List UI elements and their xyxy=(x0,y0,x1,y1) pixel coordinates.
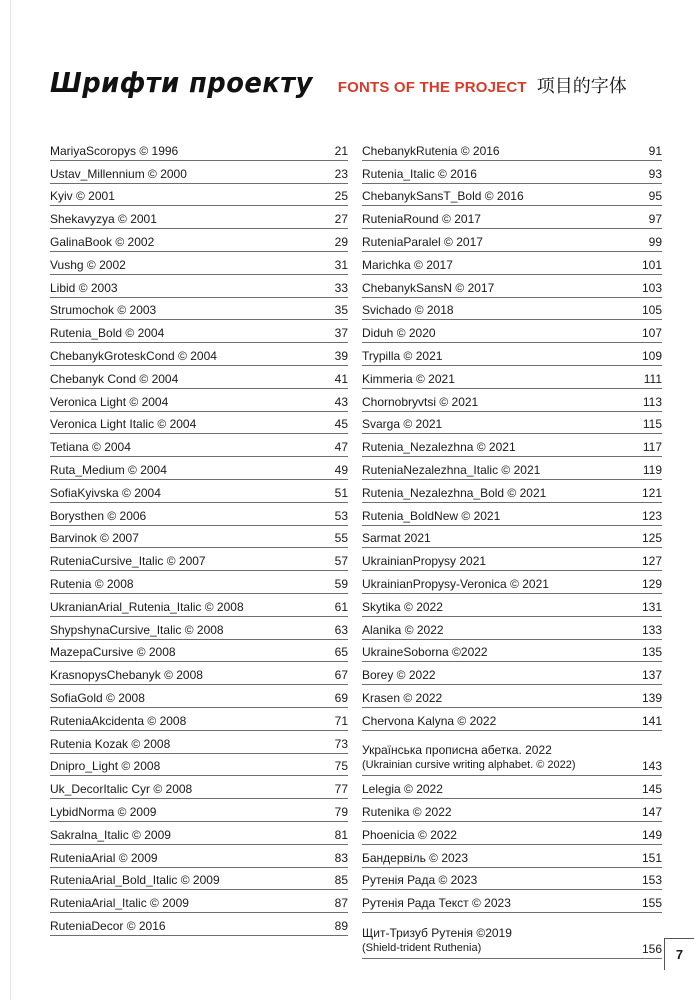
toc-entry xyxy=(50,617,348,640)
entry-page-number: 153 xyxy=(641,873,662,888)
toc-entry xyxy=(362,161,662,184)
font-name xyxy=(362,743,642,773)
entry-page-number: 21 xyxy=(334,143,348,158)
entry-page-number: 51 xyxy=(334,485,348,500)
font-name: RuteniaCursive_Italic © 2007 xyxy=(50,554,206,569)
entry-page-number: 101 xyxy=(641,257,662,272)
toc-entry xyxy=(362,913,662,959)
entry-page-number: 25 xyxy=(334,189,348,204)
toc-entry xyxy=(50,868,348,891)
font-name: Uk_DecorItalic Cyr © 2008 xyxy=(50,782,193,797)
font-name: Veronica Light Italic © 2004 xyxy=(50,417,197,432)
toc-entry xyxy=(50,731,348,754)
toc-entry xyxy=(362,229,662,252)
font-name: Sakralna_Italic © 2009 xyxy=(50,827,171,842)
toc-entry xyxy=(50,913,348,936)
entry-page-number: 39 xyxy=(334,348,348,363)
toc-entry xyxy=(362,845,662,868)
toc-entry xyxy=(362,389,662,412)
entry-page-number: 79 xyxy=(334,804,348,819)
toc-entry xyxy=(362,457,662,480)
toc-entry xyxy=(50,548,348,571)
entry-page-number: 65 xyxy=(334,645,348,660)
font-name: Dnipro_Light © 2008 xyxy=(50,759,161,774)
entry-page-number: 23 xyxy=(334,166,348,181)
toc-entry xyxy=(362,252,662,275)
toc-right-column xyxy=(362,138,662,959)
font-name: Бандервіль © 2023 xyxy=(362,850,469,865)
toc-entry xyxy=(50,252,348,275)
entry-page-number: 53 xyxy=(334,508,348,523)
font-name: Chornobryvtsi © 2021 xyxy=(362,394,479,409)
toc-entry xyxy=(362,685,662,708)
toc-entry xyxy=(50,206,348,229)
entry-page-number: 47 xyxy=(334,440,348,455)
toc-entry xyxy=(50,503,348,526)
toc-entry xyxy=(362,320,662,343)
entry-page-number: 131 xyxy=(641,599,662,614)
toc-entry xyxy=(50,526,348,549)
entry-page-number: 45 xyxy=(334,417,348,432)
toc-entry xyxy=(362,343,662,366)
font-name: MariyaScoropys © 1996 xyxy=(50,143,179,158)
toc-entry xyxy=(362,776,662,799)
entry-page-number: 93 xyxy=(648,166,662,181)
font-name: RuteniaDecor © 2016 xyxy=(50,918,166,933)
toc-entry xyxy=(362,184,662,207)
toc-entry xyxy=(362,708,662,731)
entry-page-number: 121 xyxy=(641,485,662,500)
entry-page-number: 87 xyxy=(334,896,348,911)
font-name: Rutenia_BoldNew © 2021 xyxy=(362,508,501,523)
page-header xyxy=(50,66,627,106)
entry-page-number: 123 xyxy=(641,508,662,523)
entry-page-number: 155 xyxy=(641,896,662,911)
toc-entry xyxy=(50,754,348,777)
font-name: RuteniaArial © 2009 xyxy=(50,850,158,865)
font-name: Rutenia © 2008 xyxy=(50,576,134,591)
font-name: Rutenia_Italic © 2016 xyxy=(362,166,477,181)
font-name: Barvinok © 2007 xyxy=(50,531,139,546)
font-name: Borysthen © 2006 xyxy=(50,508,147,523)
font-name-subtitle: (Ukrainian cursive writing alphabet. © 2022) xyxy=(362,759,576,772)
font-name: Libid © 2003 xyxy=(50,280,118,295)
title-chinese: 项目的字体 xyxy=(536,76,627,97)
entry-page-number: 77 xyxy=(334,782,348,797)
toc-entry xyxy=(50,161,348,184)
font-name: Vushg © 2002 xyxy=(50,257,126,272)
font-name: RuteniaArial_Italic © 2009 xyxy=(50,896,189,911)
toc-entry xyxy=(50,662,348,685)
entry-page-number: 57 xyxy=(334,554,348,569)
font-name: ChebanykSansN © 2017 xyxy=(362,280,495,295)
font-name: Rutenia Kozak © 2008 xyxy=(50,736,171,751)
toc-entry xyxy=(50,640,348,663)
entry-page-number: 141 xyxy=(641,713,662,728)
toc-entry xyxy=(50,594,348,617)
entry-page-number: 41 xyxy=(334,371,348,386)
toc-entry xyxy=(362,503,662,526)
entry-page-number: 107 xyxy=(641,326,662,341)
entry-page-number: 137 xyxy=(641,668,662,683)
toc-entry xyxy=(50,366,348,389)
toc-entry xyxy=(50,822,348,845)
toc-entry xyxy=(362,822,662,845)
toc-entry xyxy=(50,389,348,412)
font-name: ShypshynaCursive_Italic © 2008 xyxy=(50,622,224,637)
entry-page-number: 89 xyxy=(334,918,348,933)
entry-page-number: 113 xyxy=(642,394,662,409)
entry-page-number: 129 xyxy=(641,576,662,591)
toc-entry xyxy=(50,708,348,731)
toc-entry xyxy=(362,275,662,298)
font-name: MazepaCursive © 2008 xyxy=(50,645,176,660)
toc-entry xyxy=(362,480,662,503)
entry-page-number: 111 xyxy=(643,371,662,386)
font-name: RuteniaAkcidenta © 2008 xyxy=(50,713,187,728)
toc-entry xyxy=(50,799,348,822)
font-name: UkrainianPropysy 2021 xyxy=(362,554,487,569)
title-english: FONTS OF THE PROJECT xyxy=(337,79,527,96)
toc-entry xyxy=(362,594,662,617)
entry-page-number: 117 xyxy=(642,440,662,455)
font-name: Krasen © 2022 xyxy=(362,690,443,705)
font-name: Shekavyzya © 2001 xyxy=(50,212,157,227)
entry-page-number: 29 xyxy=(334,234,348,249)
entry-page-number: 139 xyxy=(641,690,662,705)
toc-entry xyxy=(50,275,348,298)
entry-page-number: 127 xyxy=(641,554,662,569)
font-name: Sarmat 2021 xyxy=(362,531,431,546)
font-name: Alanika © 2022 xyxy=(362,622,444,637)
toc-entry xyxy=(50,184,348,207)
font-name-line: Українська прописна абетка. 2022 xyxy=(362,743,552,758)
font-name-subtitle: (Shield-trident Ruthenia) xyxy=(362,941,482,954)
entry-page-number: 95 xyxy=(648,189,662,204)
entry-page-number: 81 xyxy=(334,827,348,842)
font-name: SofiaKyivska © 2004 xyxy=(50,485,161,500)
toc-entry xyxy=(50,890,348,913)
font-name: Rutenia_Bold © 2004 xyxy=(50,326,165,341)
font-name: Рутенія Рада © 2023 xyxy=(362,873,478,888)
entry-page-number: 99 xyxy=(648,234,662,249)
entry-page-number: 145 xyxy=(641,782,662,797)
toc-entry xyxy=(362,526,662,549)
font-name: ChebanykGroteskCond © 2004 xyxy=(50,348,217,363)
font-name: RuteniaParalel © 2017 xyxy=(362,234,483,249)
entry-page-number: 69 xyxy=(334,690,348,705)
entry-page-number: 115 xyxy=(642,417,662,432)
entry-page-number: 83 xyxy=(334,850,348,865)
entry-page-number: 91 xyxy=(648,143,662,158)
entry-page-number: 109 xyxy=(641,348,662,363)
entry-page-number: 67 xyxy=(334,668,348,683)
entry-page-number: 73 xyxy=(334,736,348,751)
font-name: Kyiv © 2001 xyxy=(50,189,115,204)
entry-page-number: 151 xyxy=(641,850,662,865)
toc-entry xyxy=(362,206,662,229)
font-name: Kimmeria © 2021 xyxy=(362,371,455,386)
entry-page-number: 135 xyxy=(641,645,662,660)
toc-entry xyxy=(362,571,662,594)
entry-page-number: 55 xyxy=(334,531,348,546)
toc-entry xyxy=(362,662,662,685)
font-name: Rutenika © 2022 xyxy=(362,804,452,819)
font-name: RuteniaRound © 2017 xyxy=(362,212,481,227)
font-name: Рутенія Рада Текст © 2023 xyxy=(362,896,511,911)
font-name: UkrainianPropysy-Veronica © 2021 xyxy=(362,576,549,591)
page-number: 7 xyxy=(664,938,694,970)
toc-entry xyxy=(362,890,662,913)
font-name: RuteniaArial_Bold_Italic © 2009 xyxy=(50,873,220,888)
font-name: Chervona Kalyna © 2022 xyxy=(362,713,497,728)
toc-left-column xyxy=(50,138,348,936)
toc-entry xyxy=(50,138,348,161)
entry-page-number: 33 xyxy=(334,280,348,295)
entry-page-number: 35 xyxy=(334,303,348,318)
font-name: SofiaGold © 2008 xyxy=(50,690,145,705)
toc-entry xyxy=(50,343,348,366)
toc-entry xyxy=(362,366,662,389)
font-name: KrasnopysChebanyk © 2008 xyxy=(50,668,203,683)
entry-page-number: 103 xyxy=(641,280,662,295)
toc-entry xyxy=(50,685,348,708)
entry-page-number: 27 xyxy=(334,212,348,227)
toc-entry xyxy=(362,868,662,891)
font-name: Borey © 2022 xyxy=(362,668,436,683)
toc-entry xyxy=(50,845,348,868)
entry-page-number: 143 xyxy=(641,759,662,774)
font-name: ChebanykRutenia © 2016 xyxy=(362,143,500,158)
page-edge-divider xyxy=(10,0,11,1000)
toc-entry xyxy=(362,298,662,321)
toc-entry xyxy=(362,434,662,457)
entry-page-number: 97 xyxy=(648,212,662,227)
font-name: RuteniaNezalezhna_Italic © 2021 xyxy=(362,462,541,477)
font-name: Ruta_Medium © 2004 xyxy=(50,462,167,477)
font-name: UkraineSoborna ©2022 xyxy=(362,645,488,660)
font-name: ChebanykSansT_Bold © 2016 xyxy=(362,189,524,204)
entry-page-number: 31 xyxy=(334,257,348,272)
toc-entry xyxy=(362,138,662,161)
entry-page-number: 49 xyxy=(334,462,348,477)
entry-page-number: 59 xyxy=(334,576,348,591)
entry-page-number: 125 xyxy=(641,531,662,546)
entry-page-number: 63 xyxy=(334,622,348,637)
entry-page-number: 71 xyxy=(334,713,348,728)
font-name: Veronica Light © 2004 xyxy=(50,394,169,409)
font-name: GalinaBook © 2002 xyxy=(50,234,155,249)
entry-page-number: 119 xyxy=(642,462,662,477)
font-name: Rutenia_Nezalezhna_Bold © 2021 xyxy=(362,485,547,500)
font-name: Marichka © 2017 xyxy=(362,257,453,272)
toc-entry xyxy=(362,731,662,777)
toc-entry xyxy=(362,640,662,663)
toc-entry xyxy=(50,480,348,503)
entry-page-number: 105 xyxy=(641,303,662,318)
font-name: Svichado © 2018 xyxy=(362,303,454,318)
entry-page-number: 156 xyxy=(641,941,662,956)
toc-entry xyxy=(50,320,348,343)
font-name: UkranianArial_Rutenia_Italic © 2008 xyxy=(50,599,244,614)
entry-page-number: 147 xyxy=(641,804,662,819)
entry-page-number: 61 xyxy=(334,599,348,614)
toc-entry xyxy=(50,412,348,435)
font-name: Tetiana © 2004 xyxy=(50,440,131,455)
entry-page-number: 85 xyxy=(334,873,348,888)
font-name: Diduh © 2020 xyxy=(362,326,436,341)
font-name: Lelegia © 2022 xyxy=(362,782,443,797)
font-name: Ustav_Millennium © 2000 xyxy=(50,166,187,181)
entry-page-number: 133 xyxy=(641,622,662,637)
toc-entry xyxy=(50,571,348,594)
entry-page-number: 37 xyxy=(334,326,348,341)
toc-entry xyxy=(362,548,662,571)
font-name: Strumochok © 2003 xyxy=(50,303,157,318)
toc-entry xyxy=(50,457,348,480)
entry-page-number: 75 xyxy=(334,759,348,774)
toc-entry xyxy=(50,298,348,321)
font-name: Rutenia_Nezalezhna © 2021 xyxy=(362,440,516,455)
toc-entry xyxy=(362,799,662,822)
toc-entry xyxy=(362,412,662,435)
font-name: Svarga © 2021 xyxy=(362,417,443,432)
font-name: Phoenicia © 2022 xyxy=(362,827,457,842)
toc-entry xyxy=(50,776,348,799)
font-name: Chebanyk Cond © 2004 xyxy=(50,371,179,386)
font-name xyxy=(362,926,642,956)
font-name-line: Щит-Тризуб Рутенія ©2019 xyxy=(362,925,512,940)
toc-entry xyxy=(50,229,348,252)
toc-entry xyxy=(50,434,348,457)
toc-entry xyxy=(362,617,662,640)
entry-page-number: 43 xyxy=(334,394,348,409)
entry-page-number: 149 xyxy=(641,827,662,842)
font-name: LybidNorma © 2009 xyxy=(50,804,157,819)
title-ukrainian: Шрифти проекту xyxy=(50,66,313,99)
font-name: Trypilla © 2021 xyxy=(362,348,443,363)
font-name: Skytika © 2022 xyxy=(362,599,443,614)
